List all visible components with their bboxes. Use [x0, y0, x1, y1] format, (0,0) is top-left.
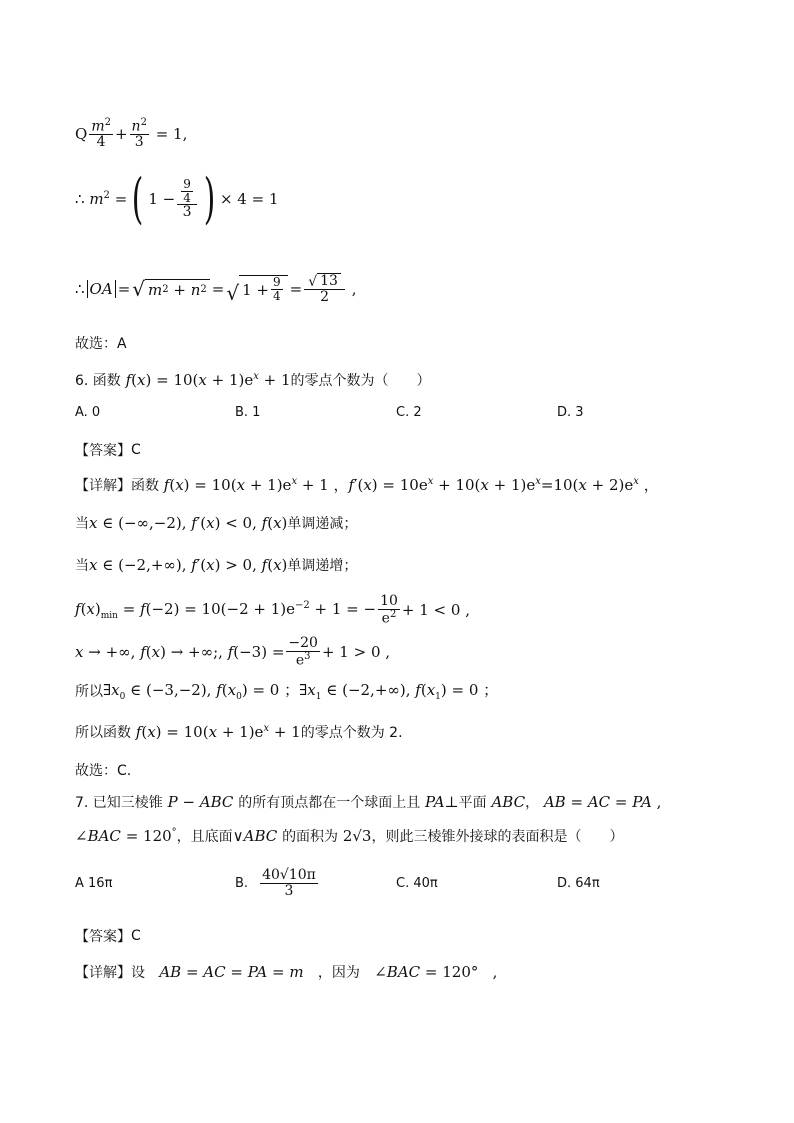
detail-6-minimum: $f(x)_{min} = f(-2) = 10(-2 + 1)e^{-2} + 1$ = − $\frac{10}{e^2}$ + 1 < 0 ,	[75, 593, 470, 627]
fraction: $\frac{n^2}{3}$	[131, 117, 147, 151]
answer-6: 【答案】 C	[75, 442, 141, 459]
option-b[interactable]: B. $\frac{40√10\pi}{3}$	[235, 867, 316, 899]
answer-7: 【答案】 C	[75, 928, 141, 945]
fraction: $\frac{m^2}{4}$	[91, 117, 111, 151]
choice-c-line: 故选：C.	[75, 763, 132, 779]
detail-6-limit: x → +∞, f(x) → +∞;, f(−3) = $\frac{-20}{e^3}$ + 1 > 0 ,	[75, 635, 391, 669]
detail-6-decreasing: 当 x ∈ (−∞,−2), f′(x) < 0, f(x) 单调递减；	[75, 514, 358, 532]
question-6: 6. 函数 $f(x) = 10(x + 1)e^x + 1$ 的零点个数为（ ）	[75, 371, 431, 389]
option-c[interactable]: C. 2	[396, 405, 422, 420]
option-a[interactable]: A. 0	[75, 405, 101, 420]
detail-6-conclusion: 所以函数 $f(x) = 10(x + 1)e^x + 1$ 的零点个数为 2.	[75, 723, 403, 741]
detail-6-increasing: 当 x ∈ (−2,+∞), f′(x) > 0, f(x) 单调递增；	[75, 556, 358, 574]
option-a[interactable]: A 16π	[75, 876, 113, 891]
fraction: $\frac{\frac{9}{4}}{3}$	[177, 178, 197, 220]
question-7-line1: 7. 已知三棱锥 P − ABC 的所有顶点都在一个球面上且 PA⊥ 平面 ABC ， AB = AC = PA ,	[75, 793, 662, 811]
option-d[interactable]: D. 3	[557, 405, 584, 420]
equation-ellipse: Q $\frac{m^2}{4}$ + $\frac{n^2}{3}$ = 1,	[75, 117, 188, 151]
option-d[interactable]: D. 64π	[557, 876, 600, 891]
question-7-line2: ∠BAC = 120° ，且底面 ∨ABC 的面积为 2√3 ，则此三棱锥外接球的表面积是（ ）	[75, 827, 624, 845]
equation-m-squared: ∴ $m^2$ = ( 1 − $\frac{\frac{9}{4}}{3}$ ) × 4 = 1	[75, 167, 279, 230]
choice-a-line: 故选：A	[75, 336, 127, 352]
option-b[interactable]: B. 1	[235, 405, 261, 420]
option-c[interactable]: C. 40π	[396, 876, 438, 891]
equation-oa-length: ∴ OA = √ m 2 + n 2 = √ 1 + $\frac{9}{4}$ = √ 13 2 ,	[75, 273, 357, 306]
detail-7: 【详解】 设 AB = AC = PA = m ，因为 ∠BAC = 120° ,	[75, 963, 498, 981]
detail-6-derivative: 【详解】 函数 $f(x) = 10(x + 1)e^x + 1$ ，$f'(x) = 10e^x + 10(x + 1)e^x=10(x + 2)e^x$ ，	[75, 476, 659, 494]
detail-6-existence: 所以 $\exists x_0$ ∈ (−3,−2), $f(x_0) = 0$ ；$\exists x_1$ ∈ (−2,+∞), $f(x_1) = 0$ ；	[75, 681, 499, 702]
